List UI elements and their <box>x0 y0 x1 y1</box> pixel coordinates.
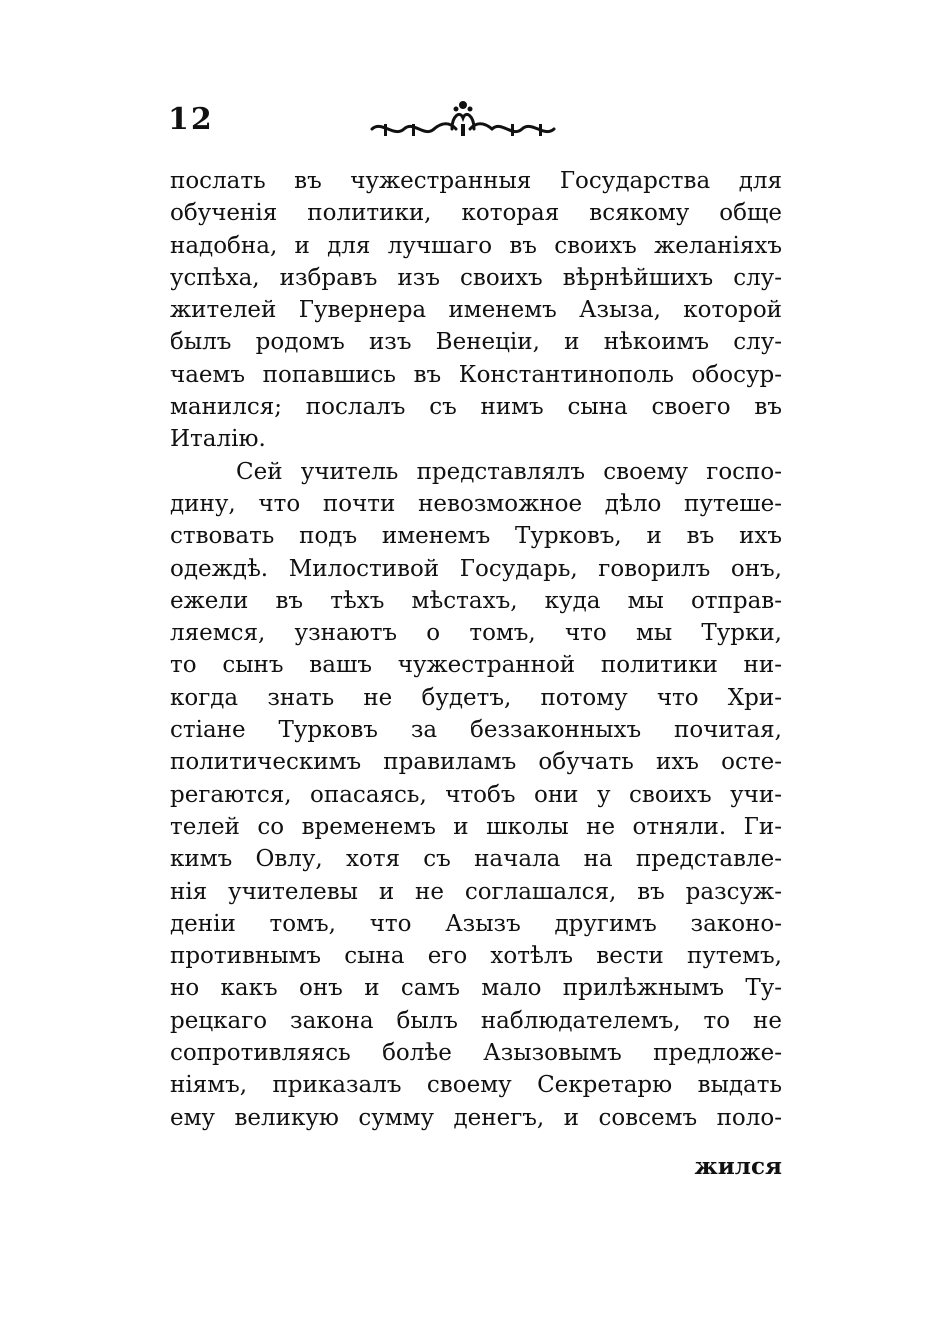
text-line: успѣха, избравъ изъ своихъ вѣрнѣйшихъ слу- <box>170 264 782 291</box>
paragraph <box>170 165 782 456</box>
text-line: телей со временемъ и школы не отняли. Ги- <box>170 813 782 840</box>
text-line: кимъ Овлу, хотя съ начала на представле- <box>170 846 782 873</box>
text-line: одеждѣ. Милостивой Государь, говорилъ онъ, <box>170 555 782 582</box>
text-line: ему великую сумму денегъ, и совсемъ поло- <box>170 1104 782 1131</box>
text-line: противнымъ сына его хотѣлъ вести путемъ, <box>170 943 782 970</box>
text-line: ствовать подъ именемъ Турковъ, и въ ихъ <box>170 523 782 550</box>
body-text <box>170 165 782 1134</box>
text-line: стіане Турковъ за беззаконныхъ почитая, <box>170 717 782 744</box>
text-line: рецкаго закона былъ наблюдателемъ, то не <box>170 1007 782 1034</box>
text-line: надобна, и для лучшаго въ своихъ желаніяхъ <box>170 232 782 259</box>
text-line: дину, что почти невозможное дѣло путеше- <box>170 490 782 517</box>
text-line: деніи томъ, что Азызъ другимъ законо- <box>170 910 782 937</box>
text-line: послать въ чужестранныя Государства для <box>170 168 782 194</box>
text-line: Сей учитель представлялъ своему госпо- <box>236 458 782 485</box>
text-line: манился; послалъ съ нимъ сына своего въ <box>170 394 782 421</box>
text-line: ляемся, узнаютъ о томъ, что мы Турки, <box>170 620 782 647</box>
text-line: жителей Гувернера именемъ Азыза, которой <box>170 297 782 324</box>
text-line: чаемъ попавшись въ Константинополь обосур- <box>170 361 782 388</box>
text-line: Италію. <box>170 426 266 453</box>
text-line: регаются, опасаясь, чтобъ они у своихъ учи- <box>170 781 782 808</box>
text-line: нія учителевы и не соглашался, въ разсуж- <box>170 878 782 905</box>
text-line: ежели въ тѣхъ мѣстахъ, куда мы отправ- <box>170 587 782 614</box>
text-line: былъ родомъ изъ Венеціи, и нѣкоимъ слу- <box>170 329 782 356</box>
catchword: жился <box>694 1153 782 1180</box>
text-line: политическимъ правиламъ обучать ихъ осте- <box>170 749 782 776</box>
text-line: то сынъ вашъ чужестранной политики ни- <box>170 652 782 679</box>
page-number: 12 <box>168 102 214 137</box>
text-line: ніямъ, приказалъ своему Секретарю выдать <box>170 1072 782 1099</box>
text-line: но какъ онъ и самъ мало прилѣжнымъ Ту- <box>170 975 782 1002</box>
paragraph <box>170 456 782 1134</box>
text-line: когда знать не будетъ, потому что Хри- <box>170 684 782 711</box>
text-line: сопротивляясь болѣе Азызовымъ предложе- <box>170 1040 782 1067</box>
headband-ornament <box>368 96 558 146</box>
text-line: обученія политики, которая всякому обще <box>170 200 782 227</box>
